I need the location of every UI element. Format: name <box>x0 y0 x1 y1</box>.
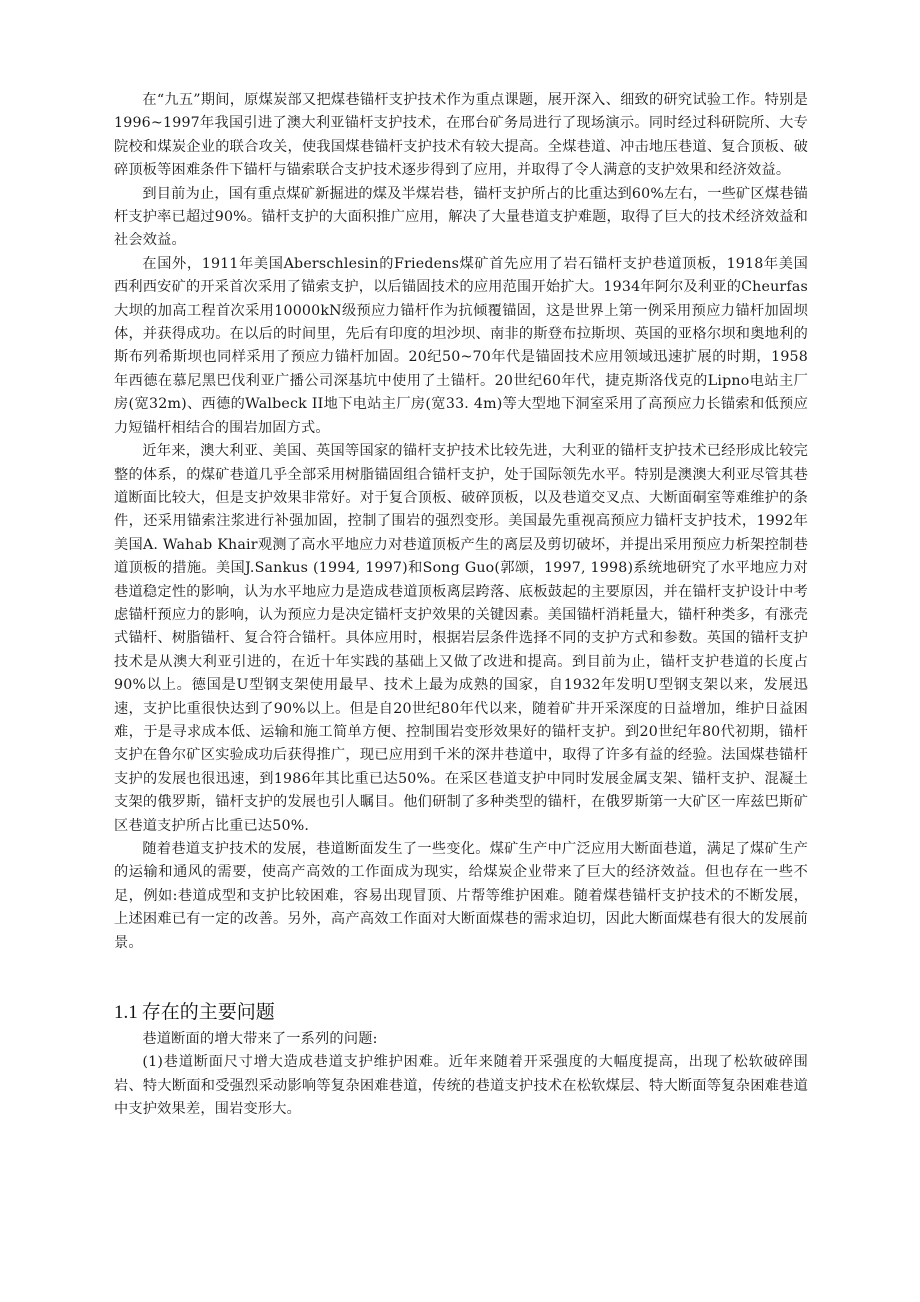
section-heading <box>114 997 808 1028</box>
paragraph-domestic-status: 到目前为止，国有重点煤矿新掘进的煤及半煤岩巷，锚杆支护所占的比重达到60%左右，一些矿区煤巷锚杆支护率已超过90%。锚杆支护的大面积推广应用，解决了大量巷道支护难题，取得了巨大的技术经济效益和社会效益。 <box>114 185 808 249</box>
paragraph-foreign-history: 在国外，1911年美国Aberschlesin的Friedens煤矿首先应用了岩石锚杆支护巷道顶板，1918年美国西利西安矿的开采首次采用了锚索支护，以后锚固技术的应用范围开始扩大。1934年阿尔及利亚的Cheurfas大坝的加高工程首次采用10000kN级预应力锚杆作为抗倾覆锚固，这是世界上第一例采用预应力锚杆加固坝体，并获得成功。在以后的时间里，先后有印度的坦沙坝、南非的斯登布拉斯坝、英国的亚格尔坝和奥地利的斯布列希斯坝也同样采用了预应力锚杆加固。20纪50~70年代是锚固技术应用领域迅速扩展的时期，1958年西德在慕尼黑巴伐利亚广播公司深基坑中使用了土锚杆。20世纪60年代，捷克斯洛伐克的Lipno电站主厂房(宽32m)、西德的Walbeck II地下电站主厂房(宽33. 4m)等大型地下洞室采用了高预应力长锚索和低预应力短锚杆相结合的围岩加固方式。 <box>114 255 808 436</box>
paragraph-large-section-development: 随着巷道支护技术的发展，巷道断面发生了一些变化。煤矿生产中广泛应用大断面巷道，满足了煤矿生产的运输和通风的需要，使高产高效的工作面成为现实，给煤炭企业带来了巨大的经济效益。但也存在一些不足，例如:巷道成型和支护比较困难，容易出现冒顶、片帮等维护困难。随着煤巷锚杆支护技术的不断发展，上述困难已有一定的改善。另外，高产高效工作面对大断面煤巷的需求迫切，因此大断面煤巷有很大的发展前景。 <box>114 841 808 951</box>
section-title: 存在的主要问题 <box>141 1001 275 1024</box>
document-page <box>114 89 808 1122</box>
paragraph-problem-1: (1)巷道断面尺寸增大造成巷道支护维护困难。近年来随着开采强度的大幅度提高，出现了松软破碎围岩、特大断面和受强烈采动影响等复杂困难巷道，传统的巷道支护技术在松软煤层、特大断面等复杂困难巷道中支护效果差，围岩变形大。 <box>114 1054 808 1118</box>
paragraph-jiuwu-period: 在“九五”期间，原煤炭部又把煤巷锚杆支护技术作为重点课题，展开深入、细致的研究试验工作。特别是1996~1997年我国引进了澳大利亚锚杆支护技术，在邢台矿务局进行了现场演示。同时经过科研院所、大专院校和煤炭企业的联合攻关，使我国煤巷锚杆支护技术有较大提高。全煤巷道、冲击地压巷道、复合顶板、破碎顶板等困难条件下锚杆与锚索联合支护技术逐步得到了应用，并取得了令人满意的支护效果和经济效益。 <box>114 92 808 179</box>
paragraph-recent-international: 近年来，澳大利亚、美国、英国等国家的锚杆支护技术比较先进，大利亚的锚杆支护技术已经形成比较完整的体系，的煤矿巷道几乎全部采用树脂锚固组合锚杆支护，处于国际领先水平。特别是澳澳大利亚尽管其巷道断面比较大，但是支护效果非常好。对于复合顶板、破碎顶板，以及巷道交叉点、大断面硐室等难维护的条件，还采用锚索注浆进行补强加固，控制了围岩的强烈变形。美国最先重视高预应力锚杆支护技术，1992年美国A. Wahab Khair观测了高水平地应力对巷道顶板产生的离层及剪切破坏，并提出采用预应力析架控制巷道顶板的措施。美国J.Sankus (1994, 1997)和Song Guo(郭颂，1997, 1998)系统地研究了水平地应力对巷道稳定性的影响，认为水平地应力是造成巷道顶板离层跨落、底板鼓起的主要原因，并在锚杆支护设计中考虑锚杆预应力的影响，认为预应力是决定锚杆支护效果的关键因素。美国锚杆消耗量大，锚杆种类多，有涨壳式锚杆、树脂锚杆、复合符合锚杆。具体应用时，根据岩层条件选择不同的支护方式和参数。英国的锚杆支护技术是从澳大利亚引进的，在近十年实践的基础上又做了改进和提高。到目前为止，锚杆支护巷道的长度占90%以上。德国是U型钢支架使用最早、技术上最为成熟的国家，自1932年发明U型钢支架以来，发展迅速，支护比重很快达到了90%以上。但是自20世纪80年代以来，随着矿井开采深度的日益增加，维护日益困难，于是寻求成本低、运输和施工简单方便、控制围岩变形效果好的锚杆支护。到20世纪年80代初期，锚杆支护在鲁尔矿区实验成功后获得推广，现已应用到千米的深井巷道中，取得了许多有益的经验。法国煤巷锚杆支护的发展也很迅速，到1986年其比重已达50%。在采区巷道支护中同时发展金属支架、锚杆支护、混凝土支架的俄罗斯，锚杆支护的发展也引人瞩目。他们研制了多种类型的锚杆，在俄罗斯第一大矿区一库兹巴斯矿区巷道支护所占比重已达50%. <box>114 443 808 834</box>
paragraph-problems-intro: 巷道断面的增大带来了一系列的问题: <box>142 1031 378 1048</box>
section-number: 1.1 <box>114 1002 138 1024</box>
